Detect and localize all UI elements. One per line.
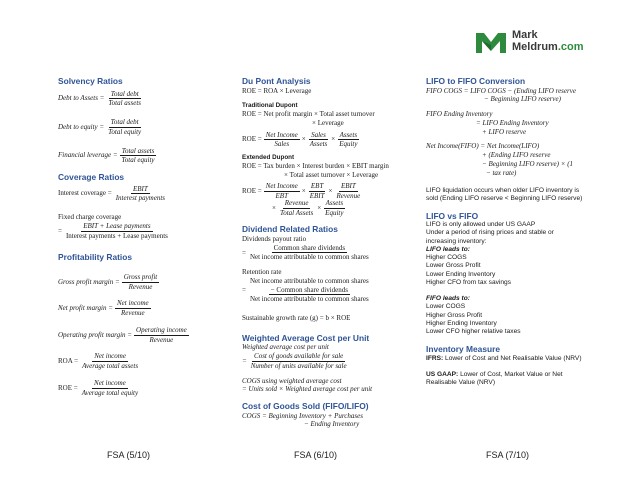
page-footer-6: FSA (6/10) xyxy=(294,450,338,460)
page-footer-5: FSA (5/10) xyxy=(107,450,151,460)
brand-logo xyxy=(476,30,584,53)
us-gaap-rule-cont: Realisable Value (NRV) xyxy=(426,379,496,387)
payout-ratio-label: Dividends payout ratio xyxy=(242,234,307,243)
cogs-weighted-line2: = Units sold × Weighted average cost per unit xyxy=(242,385,373,394)
fifo-ending-inventory-line2: = LIFO Ending Inventory xyxy=(476,118,549,127)
extended-dupont-line1: ROE = Tax burden × Interest burden × EBIT margin xyxy=(242,161,389,170)
cogs-formula-line2: − Ending Inventory xyxy=(304,420,360,429)
traditional-dupont-formula: ROE = Net Income Sales × Sales Assets × Assets Equity xyxy=(242,130,358,149)
dividend-ratios-title: Dividend Related Ratios xyxy=(242,224,338,235)
list-item: Higher Ending Inventory xyxy=(426,319,497,327)
retention-rate-formula: = Net income attributable to common shares − Common share dividends Net income attributable to common shares xyxy=(242,276,369,304)
weighted-average-cost-title: Weighted Average Cost per Unit xyxy=(242,332,370,343)
interest-coverage-formula: Interest coverage = EBIT Interest payments xyxy=(58,184,166,203)
list-item: Lower CFO higher relative taxes xyxy=(426,328,521,336)
roe-formula: ROE = Net income Average total equity xyxy=(58,378,139,397)
net-profit-margin-formula: Net profit margin = Net income Revenue xyxy=(58,299,149,317)
retention-rate-label: Retention rate xyxy=(242,268,282,277)
fifo-cogs-line1: FIFO COGS = LIFO COGS − (Ending LIFO reserve xyxy=(426,86,576,95)
net-income-fifo-line4: − tax rate) xyxy=(486,168,517,177)
coverage-title: Coverage Ratios xyxy=(58,172,125,182)
debt-to-assets-formula: Debt to Assets = Total debt Total assets xyxy=(58,89,142,108)
lifo-to-fifo-title: LIFO to FIFO Conversion xyxy=(426,76,526,86)
column-fsa-5 xyxy=(58,76,228,397)
dupont-roe-line: ROE = ROA × Leverage xyxy=(242,86,312,95)
brand-tld: .com xyxy=(557,40,584,53)
lifo-vs-fifo-title: LIFO vs FIFO xyxy=(426,210,479,221)
cogs-weighted-line1: COGS using weighted average cost xyxy=(242,376,342,385)
lifo-leads-to-label: LIFO leads to: xyxy=(426,245,470,253)
extended-dupont-line2: × Total asset turnover × Leverage xyxy=(284,170,379,179)
column-fsa-7 xyxy=(426,76,598,387)
sustainable-growth-rate: Sustainable growth rate (g) = b × ROE xyxy=(242,314,351,323)
extended-dupont-title: Extended Dupont xyxy=(242,154,295,162)
debt-to-equity-formula: Debt to equity = Total debt Total equity xyxy=(58,118,142,136)
operating-profit-margin-formula: Operating profit margin = Operating income Revenue xyxy=(58,325,187,344)
fifo-ending-inventory-line3: + LIFO reserve xyxy=(482,127,527,136)
roa-formula: ROA = Net income Average total assets xyxy=(58,352,139,370)
payout-ratio-formula: = Common share dividends Net income attributable to common shares xyxy=(242,243,369,262)
fifo-leads-to-label: FIFO leads to: xyxy=(426,295,470,303)
fifo-cogs-line2: − Beginning LIFO reserve) xyxy=(484,95,561,104)
brand-name-first: Mark xyxy=(512,29,538,41)
cogs-fifo-lifo-title: Cost of Goods Sold (FIFO/LIFO) xyxy=(242,401,369,412)
brand-name-last: Meldrum xyxy=(512,40,558,53)
weighted-average-cost-formula: = Cost of goods available for sale Number of units available for sale xyxy=(242,352,347,370)
list-item: Higher Gross Profit xyxy=(426,311,483,319)
page-footer-7: FSA (7/10) xyxy=(486,450,530,460)
fixed-charge-coverage-formula: = EBIT + Lease payments Interest payments + Lease payments xyxy=(58,221,168,240)
dupont-title: Du Pont Analysis xyxy=(242,76,311,86)
financial-leverage-formula: Financial leverage = Total assets Total equity xyxy=(58,146,155,165)
traditional-dupont-line2: × Leverage xyxy=(312,118,344,127)
net-income-fifo-line2: + (Ending LIFO reserve xyxy=(482,151,551,159)
profitability-title: Profitability Ratios xyxy=(58,252,132,263)
traditional-dupont-title: Traditional Dupont xyxy=(242,102,298,110)
inventory-measure-title: Inventory Measure xyxy=(426,344,501,355)
us-gaap-rule: US GAAP: Lower of Cost, Market Value or Net xyxy=(426,371,563,378)
solvency-title: Solvency Ratios xyxy=(58,76,123,86)
weighted-average-cost-label: Weighted average cost per unit xyxy=(242,343,329,352)
extended-dupont-formula-row1: ROE = Net Income EBT × EBT EBIT × EBIT Revenue xyxy=(242,182,361,201)
lifo-vs-fifo-text1: LIFO is only allowed under US GAAP xyxy=(426,221,536,229)
net-income-fifo-line3: − Beginning LIFO reserve) × (1 xyxy=(482,159,574,168)
fixed-charge-coverage-label: Fixed charge coverage xyxy=(58,213,122,221)
list-item: Lower Ending Inventory xyxy=(426,270,496,278)
list-item: Lower COGS xyxy=(426,303,466,311)
logo-mark-icon xyxy=(476,31,506,53)
list-item: Higher CFO from tax savings xyxy=(426,278,512,286)
fifo-effects-list xyxy=(426,303,598,336)
fifo-ending-inventory-line1: FIFO Ending Inventory xyxy=(426,110,493,118)
lifo-vs-fifo-text3: increasing inventory: xyxy=(426,237,487,245)
lifo-liquidation-line1: LIFO liquidation occurs when older LIFO inventory is xyxy=(426,187,580,195)
list-item: Lower Gross Profit xyxy=(426,262,481,270)
net-income-fifo-line1: Net Income(FIFO) = Net Income(LIFO) xyxy=(426,142,540,151)
extended-dupont-formula-row2: × Revenue Total Assets × Assets Equity xyxy=(272,198,344,217)
lifo-effects-list xyxy=(426,254,598,287)
lifo-liquidation-line2: sold (Ending LIFO reserve < Beginning LIFO reserve) xyxy=(426,195,583,203)
traditional-dupont-line1: ROE = Net profit margin × Total asset turnover xyxy=(242,110,375,119)
list-item: Higher COGS xyxy=(426,254,467,262)
column-fsa-6 xyxy=(242,76,414,429)
cogs-formula-line1: COGS = Beginning Inventory + Purchases xyxy=(242,411,363,420)
lifo-vs-fifo-text2: Under a period of rising prices and stable or xyxy=(426,229,554,237)
ifrs-rule: IFRS: Lower of Cost and Net Realisable Value (NRV) xyxy=(426,354,582,362)
gross-profit-margin-formula: Gross profit margin = Gross profit Revenue xyxy=(58,272,158,291)
